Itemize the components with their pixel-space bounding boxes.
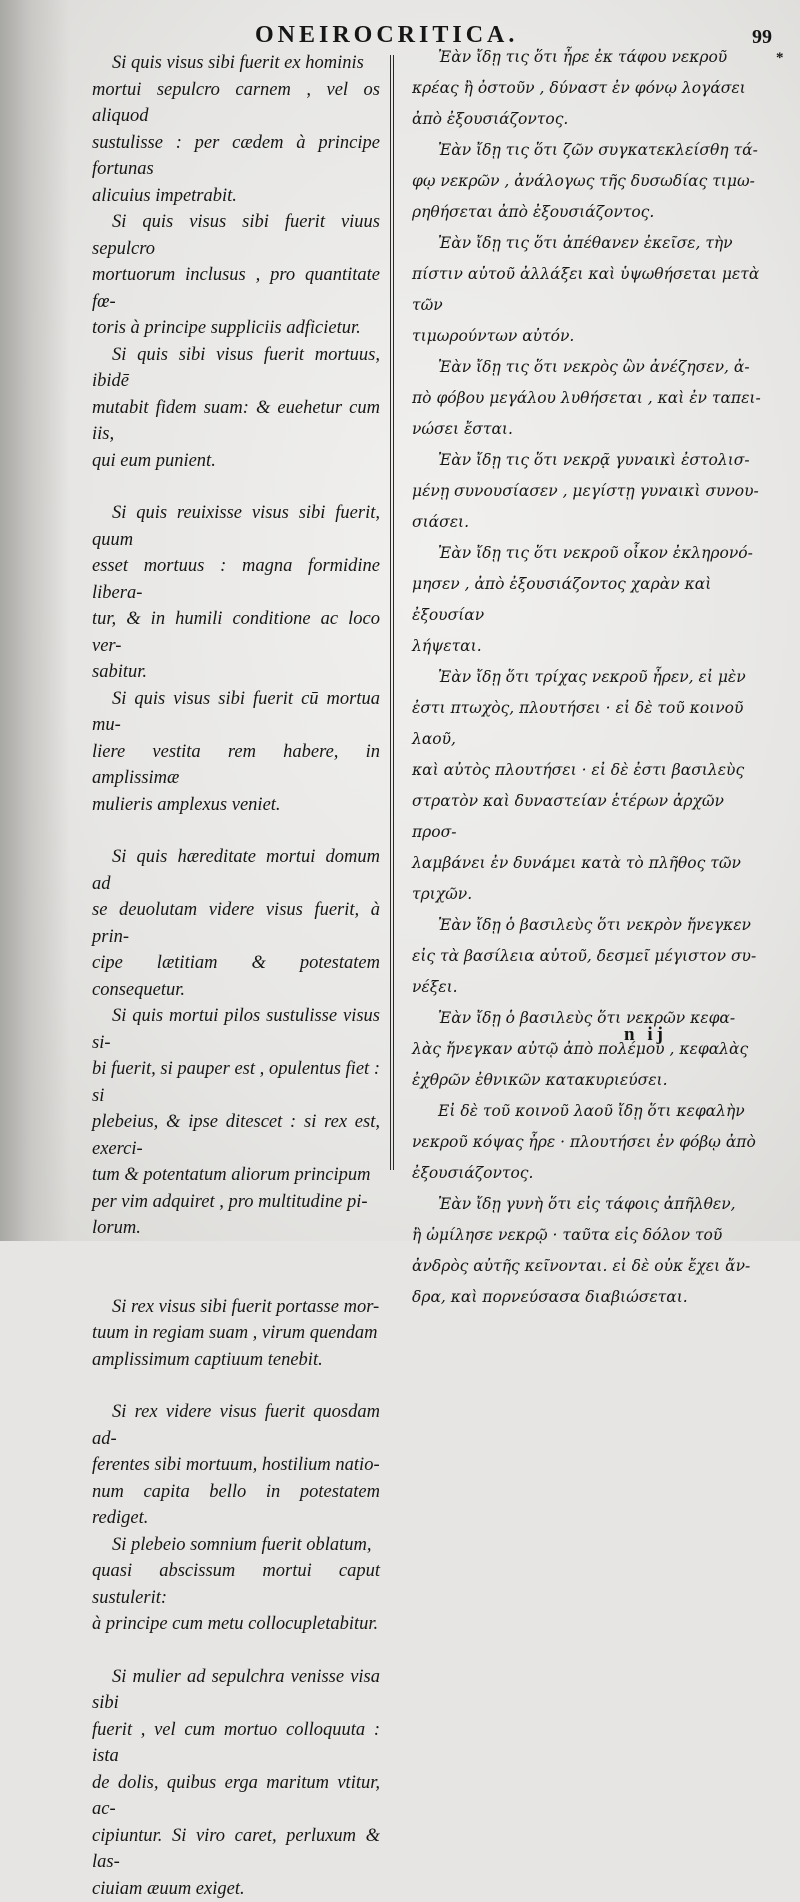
page-spine-shadow [0, 0, 70, 1241]
latin-paragraph: Si quis sibi visus fuerit mortuus, ibidē mutabit fidem suam: & euehetur cum iis, qui eum punient. [92, 342, 380, 475]
column-divider-rule [390, 55, 394, 1170]
greek-paragraph: Ἐὰν ἴδῃ τις ὅτι νεκρὸς ὢν ἀνέζησεν, ἀ- πὸ φόβου μεγάλου λυθήσεται , καὶ ἐν ταπει- νώσει ἔσται. [412, 352, 767, 445]
page-number: 99 [752, 26, 772, 49]
greek-paragraph: Ἐὰν ἴδῃ τις ὅτι ἦρε ἐκ τάφου νεκροῦ κρέας ἢ ὀστοῦν , δύναστ ἐν φόνῳ λογάσει ἀπὸ ἐξουσιάζοντος. [412, 42, 767, 135]
latin-spacer [92, 1638, 380, 1664]
latin-paragraph: Si quis mortui pilos sustulisse visus si- bi fuerit, si pauper est , opulentus fiet : si plebeius, & ipse ditescet : si rex est, exerci- tum & potentatum aliorum principum per vim adquiret , pro multitudine pi- lorum. [92, 1003, 380, 1242]
greek-paragraph: Ἐὰν ἴδῃ γυνὴ ὅτι εἰς τάφοις ἀπῆλθεν, ἢ ὡμίλησε νεκρῷ · ταῦτα εἰς δόλον τοῦ ἀνδρὸς αὐτῆς κεῖνονται. εἰ δὲ οὐκ ἔχει ἄν- δρα, καὶ πορνεύσασα διαβιώσεται. [412, 1189, 767, 1313]
latin-paragraph: Si quis visus sibi fuerit cū mortua mu- liere vestita rem habere, in amplissimæ mulieris amplexus veniet. [92, 686, 380, 819]
margin-asterisk: * [776, 50, 784, 67]
greek-paragraph: Ἐὰν ἴδῃ τις ὅτι νεκροῦ οἶκον ἐκληρονό- μησεν , ἀπὸ ἐξουσιάζοντος χαρὰν καὶ ἐξουσίαν λήψεται. [412, 538, 767, 662]
signature-mark: n ij [624, 1024, 667, 1046]
latin-paragraph: Si quis reuixisse visus sibi fuerit, quum esset mortuus : magna formidine libera- tur, & in humili conditione ac loco ver- sabitur. [92, 500, 380, 686]
greek-paragraph: Ἐὰν ἴδῃ ὁ βασιλεὺς ὅτι νεκρῶν κεφα- λὰς ἤνεγκαν αὐτῷ ἀπὸ πολέμου , κεφαλὰς ἐχθρῶν ἐθνικῶν κατακυριεύσει. [412, 1003, 767, 1096]
running-header-title: ONEIROCRITICA. [255, 22, 518, 49]
latin-paragraph: Si quis visus sibi fuerit ex hominis mortui sepulcro carnem , vel os aliquod sustulisse : per cædem à principe fortunas alicuius impetrabit. [92, 50, 380, 209]
latin-spacer [92, 1242, 380, 1268]
latin-paragraph: Si quis hæreditate mortui domum ad se deuolutam videre visus fuerit, à prin- cipe lætitiam & potestatem consequetur. [92, 844, 380, 1003]
latin-spacer [92, 818, 380, 844]
latin-paragraph: Si plebeio somnium fuerit oblatum, quasi abscissum mortui caput sustulerit: à principe cum metu collocupletabitur. [92, 1532, 380, 1638]
greek-paragraph: Ἐὰν ἴδῃ ὅτι τρίχας νεκροῦ ἦρεν, εἰ μὲν ἐστι πτωχὸς, πλουτήσει · εἰ δὲ τοῦ κοινοῦ λαοῦ, καὶ αὐτὸς πλουτήσει · εἰ δὲ ἐστι βασιλεὺς στρατὸν καὶ δυναστείαν ἑτέρων ἀρχῶν προσ- λαμβάνει ἐν δυνάμει κατὰ τὸ πλῆθος τῶν τριχῶν. [412, 662, 767, 910]
latin-paragraph: Si quis visus sibi fuerit viuus sepulcro mortuorum inclusus , pro quantitate fœ- toris à principe suppliciis adficietur. [92, 209, 380, 342]
latin-paragraph: Si rex visus sibi fuerit portasse mor- tuum in regiam suam , virum quendam amplissimum captiuum tenebit. [92, 1294, 380, 1374]
latin-spacer [92, 474, 380, 500]
latin-spacer [92, 1268, 380, 1294]
latin-paragraph: Si mulier ad sepulchra venisse visa sibi fuerit , vel cum mortuo colloquuta : ista de dolis, quibus erga maritum vtitur, ac- cipiuntur. Si viro caret, perluxum & las- ciuiam æuum exiget. [92, 1664, 380, 1902]
greek-paragraph: Εἰ δὲ τοῦ κοινοῦ λαοῦ ἴδῃ ὅτι κεφαλὴν νεκροῦ κόψας ἦρε · πλουτήσει ἐν φόβῳ ἀπὸ ἐξουσιάζοντος. [412, 1096, 767, 1189]
latin-spacer [92, 1373, 380, 1399]
greek-paragraph: Ἐὰν ἴδῃ τις ὅτι ἀπέθανεν ἐκεῖσε, τὴν πίστιν αὐτοῦ ἀλλάξει καὶ ὑψωθήσεται μετὰ τῶν τιμωρούντων αὐτόν. [412, 228, 767, 352]
greek-paragraph: Ἐὰν ἴδῃ ὁ βασιλεὺς ὅτι νεκρὸν ἤνεγκεν εἰς τὰ βασίλεια αὐτοῦ, δεσμεῖ μέγιστον συ- νέξει. [412, 910, 767, 1003]
greek-text-column [412, 42, 767, 1313]
greek-paragraph: Ἐὰν ἴδῃ τις ὅτι ζῶν συγκατεκλείσθη τά- φῳ νεκρῶν , ἀνάλογως τῆς δυσωδίας τιμω- ρηθήσεται ἀπὸ ἐξουσιάζοντος. [412, 135, 767, 228]
latin-paragraph: Si rex videre visus fuerit quosdam ad- ferentes sibi mortuum, hostilium natio- num capita bello in potestatem rediget. [92, 1399, 380, 1532]
greek-paragraph: Ἐὰν ἴδῃ τις ὅτι νεκρᾷ γυναικὶ ἐστολισ- μένῃ συνουσίασεν , μεγίστῃ γυναικὶ συνου- σιάσει. [412, 445, 767, 538]
latin-text-column [92, 50, 380, 1902]
